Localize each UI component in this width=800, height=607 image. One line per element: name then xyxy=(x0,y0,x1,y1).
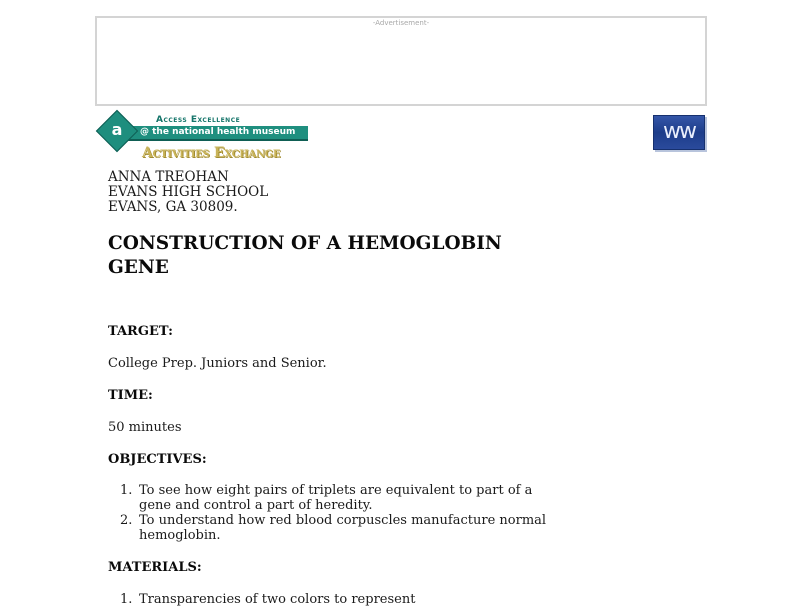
time-text: 50 minutes xyxy=(108,420,182,435)
list-number: 1. xyxy=(120,592,133,607)
list-number: 2. xyxy=(120,513,133,528)
advertisement-label: -Advertisement- xyxy=(372,19,430,27)
lesson-content xyxy=(108,169,568,607)
list-item xyxy=(108,483,568,513)
author-name: ANNA TREOHAN xyxy=(108,169,229,185)
author-school: EVANS HIGH SCHOOL xyxy=(108,184,269,200)
logo-title: Access Excellence xyxy=(156,115,241,125)
author-location: EVANS, GA 30809. xyxy=(108,199,238,215)
materials-heading: MATERIALS: xyxy=(108,560,202,575)
logo-subtitle: @ the national health museum xyxy=(140,127,296,137)
list-item-text: Transparencies of two colors to represent xyxy=(139,592,416,607)
target-heading: TARGET: xyxy=(108,324,173,339)
ww-logo-icon[interactable] xyxy=(653,115,705,150)
list-item-text: To understand how red blood corpuscles manufacture normal hemoglobin. xyxy=(139,513,547,543)
list-item-text: To see how eight pairs of triplets are equivalent to part of a gene and control a part of heredity. xyxy=(139,483,533,513)
advertisement-banner[interactable] xyxy=(95,16,707,106)
list-number: 1. xyxy=(120,483,133,498)
logo-activities-exchange: Activities Exchange xyxy=(142,145,281,161)
page-title: CONSTRUCTION OF A HEMOGLOBIN GENE xyxy=(108,233,502,278)
target-text: College Prep. Juniors and Senior. xyxy=(108,356,327,371)
time-heading: TIME: xyxy=(108,388,153,403)
ww-glyph: ww xyxy=(663,119,695,144)
objectives-list xyxy=(108,483,568,543)
access-excellence-logo[interactable] xyxy=(98,112,310,166)
logo-banner-bar xyxy=(128,126,308,141)
objectives-heading: OBJECTIVES: xyxy=(108,452,207,467)
logo-ae-icon: a xyxy=(111,120,123,139)
list-item xyxy=(108,513,568,543)
